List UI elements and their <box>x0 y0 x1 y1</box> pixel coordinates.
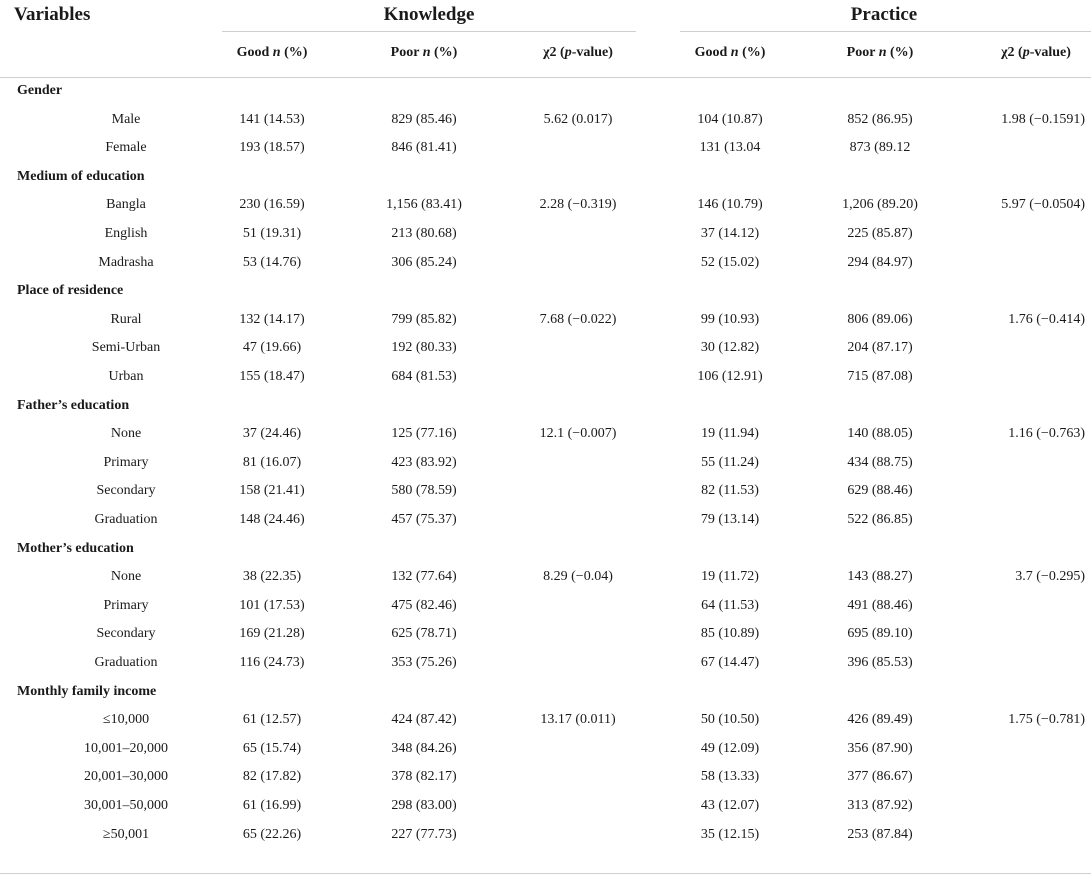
table-bottom-rule <box>0 873 1091 874</box>
knowledge-poor-cell: 132 (77.64) <box>391 569 457 585</box>
knowledge-good-cell: 81 (16.07) <box>242 454 302 470</box>
knowledge-good-cell: 65 (15.74) <box>242 740 302 756</box>
practice-good-cell: 67 (14.47) <box>700 655 760 670</box>
practice-chi-header: χ2 (p-value) <box>1001 45 1071 60</box>
practice-poor-cell: 1,206 (89.20) <box>842 197 918 213</box>
practice-poor-cell: 140 (88.05) <box>847 426 913 442</box>
practice-poor-cell: 629 (88.46) <box>847 483 913 499</box>
knowledge-poor-cell: 846 (81.41) <box>391 140 457 156</box>
knowledge-good-cell: 230 (16.59) <box>239 197 305 213</box>
row-label: Madrasha <box>98 254 154 270</box>
practice-good-cell: 19 (11.94) <box>701 426 759 442</box>
practice-good-cell: 52 (15.02) <box>700 254 760 270</box>
practice-chi-cell: 3.7 (−0.295) <box>1015 569 1085 585</box>
knowledge-good-cell: 132 (14.17) <box>239 311 305 327</box>
knowledge-poor-cell: 306 (85.24) <box>391 254 457 270</box>
practice-poor-cell: 695 (89.10) <box>847 626 913 642</box>
knowledge-header: Knowledge <box>383 4 475 25</box>
practice-poor-cell: 396 (85.53) <box>847 655 913 670</box>
knowledge-chi-cell: 12.1 (−0.007) <box>539 426 617 442</box>
practice-poor-cell: 852 (86.95) <box>847 111 913 127</box>
row-label: Bangla <box>106 197 146 213</box>
practice-chi-cell: 1.16 (−0.763) <box>1008 426 1085 442</box>
knowledge-poor-cell: 799 (85.82) <box>391 311 457 327</box>
knowledge-poor-cell: 424 (87.42) <box>391 712 457 728</box>
practice-header: Practice <box>850 4 918 25</box>
row-label: None <box>110 426 142 442</box>
knowledge-poor-cell: 829 (85.46) <box>391 111 457 127</box>
knowledge-good-cell: 169 (21.28) <box>239 626 305 642</box>
knowledge-good-cell: 53 (14.76) <box>242 254 302 270</box>
knowledge-chi-cell: 2.28 (−0.319) <box>539 197 617 213</box>
practice-good-cell: 50 (10.50) <box>700 712 760 728</box>
practice-poor-cell: 356 (87.90) <box>847 740 913 756</box>
knowledge-poor-cell: 423 (83.92) <box>391 454 457 470</box>
knowledge-good-cell: 61 (12.57) <box>242 712 302 728</box>
practice-poor-cell: 426 (89.49) <box>847 712 913 728</box>
row-label: Graduation <box>94 512 158 527</box>
practice-chi-cell: 1.75 (−0.781) <box>1008 712 1085 728</box>
knowledge-chi-cell: 7.68 (−0.022) <box>539 311 617 327</box>
practice-good-cell: 106 (12.91) <box>697 369 763 384</box>
row-label: Graduation <box>94 655 158 670</box>
header-bottom-rule <box>0 77 1091 78</box>
variables-header: Variables <box>14 4 91 25</box>
row-label: Rural <box>110 311 142 327</box>
knowledge-good-cell: 61 (16.99) <box>242 798 302 813</box>
knowledge-poor-cell: 213 (80.68) <box>391 226 457 241</box>
knowledge-spanner-rule <box>222 31 636 32</box>
row-label: Primary <box>103 454 149 470</box>
knowledge-good-cell: 116 (24.73) <box>239 655 305 670</box>
knowledge-poor-cell: 684 (81.53) <box>391 369 457 384</box>
practice-good-cell: 146 (10.79) <box>697 197 763 213</box>
knowledge-poor-cell: 625 (78.71) <box>391 626 457 642</box>
practice-poor-cell: 225 (85.87) <box>847 226 913 241</box>
knowledge-poor-cell: 1,156 (83.41) <box>386 197 462 213</box>
practice-good-cell: 131 (13.04 <box>699 140 761 156</box>
practice-good-cell: 85 (10.89) <box>700 626 760 642</box>
practice-poor-header: Poor n (%) <box>846 45 914 60</box>
knowledge-poor-header: Poor n (%) <box>390 45 458 60</box>
practice-good-cell: 49 (12.09) <box>700 740 760 756</box>
practice-poor-cell: 143 (88.27) <box>847 569 913 585</box>
row-label: English <box>104 226 148 241</box>
knowledge-good-cell: 65 (22.26) <box>242 826 302 842</box>
row-label: Urban <box>108 369 144 384</box>
knowledge-good-cell: 148 (24.46) <box>239 512 305 527</box>
practice-poor-cell: 806 (89.06) <box>847 311 913 327</box>
practice-poor-cell: 204 (87.17) <box>847 340 913 356</box>
practice-good-cell: 55 (11.24) <box>701 454 759 470</box>
row-label: Semi-Urban <box>91 340 161 356</box>
practice-good-cell: 58 (13.33) <box>700 769 760 785</box>
group-heading: Mother’s education <box>17 540 134 556</box>
knowledge-good-header: Good n (%) <box>236 45 308 60</box>
knowledge-good-cell: 158 (21.41) <box>239 483 305 499</box>
group-heading: Father’s education <box>17 397 130 413</box>
practice-poor-cell: 491 (88.46) <box>847 597 913 613</box>
practice-poor-cell: 253 (87.84) <box>847 826 913 842</box>
knowledge-good-cell: 47 (19.66) <box>242 340 302 356</box>
practice-chi-cell: 1.98 (−0.1591) <box>1001 111 1085 127</box>
knowledge-poor-cell: 353 (75.26) <box>391 655 457 670</box>
row-label: Male <box>111 111 141 127</box>
practice-good-cell: 35 (12.15) <box>700 826 760 842</box>
practice-good-cell: 30 (12.82) <box>700 340 760 356</box>
row-label: Secondary <box>96 483 156 499</box>
practice-good-cell: 79 (13.14) <box>700 512 760 527</box>
practice-good-cell: 37 (14.12) <box>700 226 760 241</box>
knowledge-poor-cell: 298 (83.00) <box>391 798 457 813</box>
knowledge-good-cell: 82 (17.82) <box>242 769 302 785</box>
practice-chi-cell: 1.76 (−0.414) <box>1008 311 1085 327</box>
row-label: 20,001–30,000 <box>84 769 168 785</box>
row-label: 30,001–50,000 <box>84 798 168 813</box>
group-heading: Place of residence <box>17 283 124 299</box>
practice-good-cell: 19 (11.72) <box>701 569 759 585</box>
practice-poor-cell: 522 (86.85) <box>847 512 913 527</box>
row-label: None <box>110 569 142 585</box>
row-label: Secondary <box>96 626 156 642</box>
practice-good-cell: 64 (11.53) <box>701 597 759 613</box>
knowledge-poor-cell: 457 (75.37) <box>391 512 457 527</box>
practice-good-cell: 99 (10.93) <box>700 311 760 327</box>
knowledge-chi-header: χ2 (p-value) <box>543 45 613 60</box>
knowledge-poor-cell: 192 (80.33) <box>391 340 457 356</box>
knowledge-good-cell: 141 (14.53) <box>239 111 305 127</box>
knowledge-chi-cell: 13.17 (0.011) <box>540 712 616 728</box>
practice-poor-cell: 377 (86.67) <box>847 769 913 785</box>
group-heading: Medium of education <box>17 168 145 184</box>
practice-poor-cell: 294 (84.97) <box>847 254 913 270</box>
practice-poor-cell: 715 (87.08) <box>847 369 913 384</box>
group-heading: Gender <box>17 83 63 98</box>
knowledge-chi-cell: 5.62 (0.017) <box>543 111 613 127</box>
row-label: ≤10,000 <box>102 712 150 728</box>
row-label: 10,001–20,000 <box>84 740 168 756</box>
knowledge-poor-cell: 378 (82.17) <box>391 769 457 785</box>
knowledge-poor-cell: 125 (77.16) <box>391 426 457 442</box>
practice-good-cell: 43 (12.07) <box>700 798 760 813</box>
practice-good-cell: 104 (10.87) <box>697 111 763 127</box>
knowledge-poor-cell: 348 (84.26) <box>391 740 457 756</box>
knowledge-good-cell: 101 (17.53) <box>239 597 305 613</box>
practice-spanner-rule <box>680 31 1091 32</box>
group-heading: Monthly family income <box>17 683 157 699</box>
knowledge-good-cell: 37 (24.46) <box>242 426 302 442</box>
practice-good-cell: 82 (11.53) <box>701 483 759 499</box>
practice-poor-cell: 434 (88.75) <box>847 454 913 470</box>
knowledge-poor-cell: 580 (78.59) <box>391 483 457 499</box>
practice-poor-cell: 873 (89.12 <box>849 140 911 156</box>
knowledge-poor-cell: 475 (82.46) <box>391 597 457 613</box>
row-label: Primary <box>103 597 149 613</box>
row-label: ≥50,001 <box>102 826 150 842</box>
practice-good-header: Good n (%) <box>694 45 766 60</box>
knowledge-good-cell: 51 (19.31) <box>242 226 302 241</box>
knowledge-chi-cell: 8.29 (−0.04) <box>543 569 613 585</box>
practice-chi-cell: 5.97 (−0.0504) <box>1001 197 1085 213</box>
practice-poor-cell: 313 (87.92) <box>847 798 913 813</box>
knowledge-good-cell: 193 (18.57) <box>239 140 305 156</box>
knowledge-poor-cell: 227 (77.73) <box>391 826 457 842</box>
row-label: Female <box>105 140 147 156</box>
knowledge-good-cell: 38 (22.35) <box>242 569 302 585</box>
knowledge-good-cell: 155 (18.47) <box>239 369 305 384</box>
